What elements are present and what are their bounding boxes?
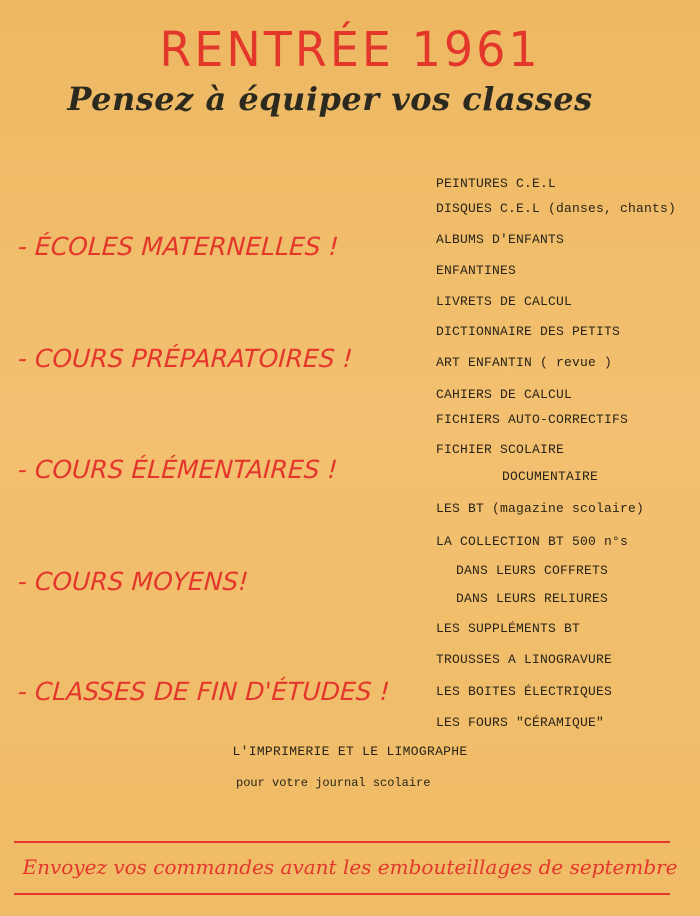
- level-cours-elementaires: - COURS ÉLÉMENTAIRES !: [17, 455, 339, 484]
- product-item: DANS LEURS RELIURES: [456, 591, 609, 606]
- product-item: PEINTURES C.E.L: [436, 176, 557, 191]
- product-item: DICTIONNAIRE DES PETITS: [436, 324, 621, 339]
- top-divider: [14, 841, 670, 843]
- product-item: DOCUMENTAIRE: [502, 469, 599, 484]
- product-item: LES SUPPLÉMENTS BT: [436, 621, 581, 636]
- product-item: DISQUES C.E.L (danses, chants): [436, 201, 677, 216]
- product-item: CAHIERS DE CALCUL: [436, 387, 573, 402]
- product-item: LES BT (magazine scolaire): [436, 501, 645, 516]
- bottom-divider: [14, 893, 670, 895]
- page-subtitle: Pensez à équiper vos classes: [67, 80, 593, 118]
- product-item: ART ENFANTIN ( revue ): [436, 355, 613, 370]
- level-cours-moyens: - COURS MOYENS!: [17, 567, 250, 596]
- footer-sub-line: pour votre journal scolaire: [236, 776, 431, 790]
- bottom-banner: Envoyez vos commandes avant les embouteillages de septembre: [22, 855, 678, 879]
- product-item: LES BOITES ÉLECTRIQUES: [436, 684, 613, 699]
- product-item: FICHIERS AUTO-CORRECTIFS: [436, 412, 629, 427]
- page-title: RENTRÉE 1961: [159, 20, 541, 78]
- level-classes-fin-etudes: - CLASSES DE FIN D'ÉTUDES !: [17, 677, 391, 706]
- product-item: LES FOURS "CÉRAMIQUE": [436, 715, 605, 730]
- level-cours-preparatoires: - COURS PRÉPARATOIRES !: [17, 344, 354, 373]
- product-item: ENFANTINES: [436, 263, 517, 278]
- product-item: LA COLLECTION BT 500 n°s: [436, 534, 629, 549]
- footer-main-line: L'IMPRIMERIE ET LE LIMOGRAPHE: [232, 744, 468, 759]
- product-item: ALBUMS D'ENFANTS: [436, 232, 565, 247]
- level-ecoles-maternelles: - ÉCOLES MATERNELLES !: [17, 232, 340, 261]
- product-item: LIVRETS DE CALCUL: [436, 294, 573, 309]
- product-item: FICHIER SCOLAIRE: [436, 442, 565, 457]
- product-item: DANS LEURS COFFRETS: [456, 563, 609, 578]
- product-item: TROUSSES A LINOGRAVURE: [436, 652, 613, 667]
